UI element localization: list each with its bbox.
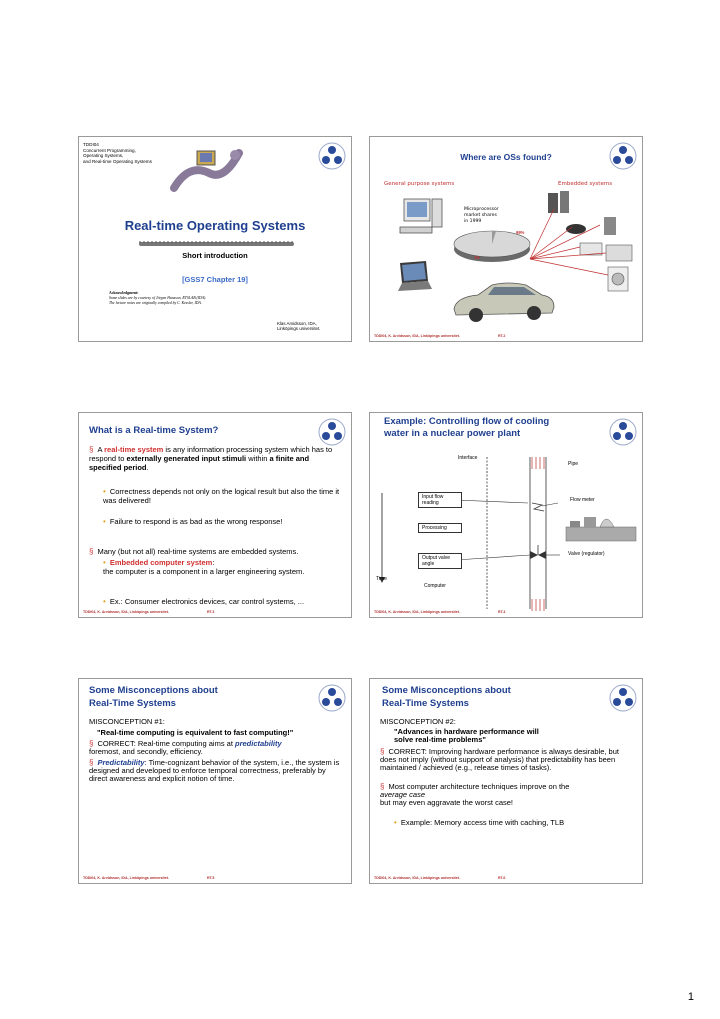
slide-footer: TDDI04, K. Arvidsson, IDA, Linköpings universitet. — [83, 876, 169, 880]
slide-title — [382, 684, 511, 710]
box-line: angle — [422, 561, 435, 567]
pipe-label: Pipe — [568, 461, 579, 467]
pc-illustration — [398, 195, 448, 239]
course-info — [83, 142, 152, 164]
bullet-dot-icon: • — [103, 558, 106, 567]
bullet-square-icon: § — [380, 782, 385, 791]
bullet-correct — [89, 740, 345, 756]
text: . — [146, 463, 149, 472]
slide-subtitle: Short introduction — [182, 251, 248, 260]
ack-line: Some slides are by courtesy of Jörgen Hansson, RTSLAB (IDA). — [109, 295, 207, 300]
author-line: Linköpings universitet. — [277, 326, 321, 332]
term: predictability — [235, 739, 282, 748]
slide-title: Where are OSs found? — [460, 152, 552, 162]
text: is any information processing system which has to respond to — [89, 445, 333, 463]
slide-3 — [78, 412, 352, 618]
course-line: and Real-time Operating Systems — [83, 158, 152, 164]
course-line: Operating Systems, — [83, 153, 124, 159]
term: average case — [380, 790, 426, 799]
text: within — [246, 454, 270, 463]
term: Predictability — [97, 758, 145, 767]
slide-page-number: RT.3 — [207, 610, 215, 614]
bullet-square-icon: § — [89, 547, 94, 556]
title-line: Real-Time Systems — [89, 698, 176, 709]
general-purpose-label: General purpose systems — [384, 181, 455, 187]
term: externally generated input stimuli — [126, 454, 247, 463]
term: real-time system — [104, 445, 164, 454]
title-line: Real-Time Systems — [382, 698, 469, 709]
embedded-devices-illustration — [520, 189, 640, 299]
slide-title — [89, 684, 218, 710]
term: Embedded computer system — [109, 558, 213, 567]
text: CORRECT: Real-time computing aims at — [97, 739, 235, 748]
market-line: Microprocessor — [464, 207, 499, 212]
text: Most computer architecture techniques improve on the — [388, 782, 570, 791]
text: foremost, and secondly, efficiency. — [89, 747, 203, 756]
text: : Time-cognizant behavior of the system, i.e., the system is designed and developed to enforce temporal correctness, preferably by direct awareness and explicit notion of time. — [89, 758, 340, 783]
slide-page-number: RT.4 — [498, 610, 506, 614]
author — [277, 321, 320, 332]
misconception-heading: MISCONCEPTION #1: — [89, 717, 165, 726]
slide-1 — [78, 136, 352, 342]
pct-small: 1% — [474, 255, 481, 260]
flow-meter-label: Flow meter — [570, 497, 595, 503]
university-logo-icon — [317, 417, 347, 447]
decorative-divider — [139, 240, 294, 248]
university-logo-icon — [317, 683, 347, 713]
input-flow-box — [418, 492, 462, 508]
computer-label: Computer — [424, 583, 446, 589]
sub-bullet-example — [394, 818, 634, 827]
course-line: TDDI04 — [83, 142, 99, 147]
box-line: reading — [422, 500, 439, 506]
chapter-reference: [GSS7 Chapter 19] — [182, 275, 248, 284]
sub-bullet-embedded-system — [103, 558, 341, 576]
text: Many (but not all) real-time systems are embedded systems. — [97, 547, 299, 556]
box-line: Output valve — [422, 555, 451, 561]
text: the computer is a component in a larger engineering system. — [103, 567, 305, 576]
market-line: market shares — [464, 212, 497, 218]
slide-4 — [369, 412, 643, 618]
box-line: Input flow — [422, 494, 444, 500]
output-valve-box — [418, 553, 462, 569]
quote-line: "Advances in hardware performance will — [394, 727, 539, 736]
slide-page-number: RT.5 — [207, 876, 215, 880]
university-logo-icon — [317, 141, 347, 171]
quote-line: solve real-time problems" — [394, 735, 486, 744]
cartoon-computer-illustration — [169, 143, 249, 193]
text: CORRECT: Improving hardware performance is always desirable, but does not imply (without support of analysis) that predictability has been maintained / achieved (e.g., release times of tasks). — [380, 747, 619, 772]
course-line: Concurrent Programming, — [83, 147, 136, 153]
text: Failure to respond is as bad as the wrong response! — [109, 517, 283, 526]
text: but may even aggravate the worst case! — [380, 798, 513, 807]
title-line: Some Misconceptions about — [89, 685, 218, 696]
slide-footer: TDDI04, K. Arvidsson, IDA, Linköpings universitet. — [374, 334, 460, 338]
slide-6 — [369, 678, 643, 884]
embedded-label: Embedded systems — [558, 181, 613, 187]
slide-5 — [78, 678, 352, 884]
page-number: 1 — [687, 991, 694, 1003]
bullet-predictability — [89, 759, 345, 783]
bullet-square-icon: § — [380, 747, 385, 756]
text: : — [212, 558, 215, 567]
slide-title: Real-time Operating Systems — [124, 218, 306, 233]
slide-footer: TDDI04, K. Arvidsson, IDA, Linköpings universitet. — [83, 610, 169, 614]
misconception-quote: "Real-time computing is equivalent to fast computing!" — [97, 728, 294, 737]
slide-title: What is a Real-time System? — [89, 425, 219, 436]
slide-footer: TDDI04, K. Arvidsson, IDA, Linköpings universitet. — [374, 610, 460, 614]
title-line: Example: Controlling flow of cooling — [384, 416, 550, 427]
processing-box: Processing — [418, 523, 462, 533]
interface-label: Interface — [458, 455, 478, 461]
bullet-dot-icon: • — [103, 487, 106, 496]
university-logo-icon — [608, 683, 638, 713]
laptop-illustration — [394, 259, 434, 293]
text: Ex.: Consumer electronics devices, car control systems, ... — [109, 597, 305, 606]
sub-bullet-failure — [103, 517, 341, 526]
bullet-embedded — [89, 547, 339, 556]
title-line: water in a nuclear power plant — [384, 428, 521, 439]
text: Example: Memory access time with caching, TLB — [400, 818, 565, 827]
ack-heading: Acknowledgment: — [109, 291, 139, 295]
bullet-definition — [89, 445, 339, 472]
pct-large: 99% — [516, 230, 525, 235]
bullet-architecture — [380, 783, 636, 807]
market-share-label — [464, 207, 499, 224]
slide-2 — [369, 136, 643, 342]
valve-label: Valve (regulator) — [568, 551, 605, 557]
sub-bullet-correctness — [103, 487, 341, 505]
market-line: in 1999 — [464, 218, 482, 224]
slide-footer: TDDI04, K. Arvidsson, IDA, Linköpings universitet. — [374, 876, 460, 880]
term: a finite and specified period — [89, 454, 310, 472]
misconception-heading: MISCONCEPTION #2: — [380, 717, 456, 726]
control-flow-diagram — [370, 413, 643, 618]
bullet-correct — [380, 748, 636, 772]
misconception-quote — [394, 728, 634, 744]
ack-line: The lecture notes are originally compiled by C. Kessler, IDA. — [109, 300, 202, 305]
sub-bullet-examples — [103, 597, 341, 606]
bullet-square-icon: § — [89, 739, 94, 748]
text: A — [97, 445, 105, 454]
bullet-square-icon: § — [89, 445, 94, 454]
title-line: Some Misconceptions about — [382, 685, 511, 696]
author-line: Klas Arvidsson, IDA, — [277, 321, 317, 326]
text: Correctness depends not only on the logical result but also the time it was delivered! — [103, 487, 340, 505]
bullet-dot-icon: • — [103, 597, 106, 606]
slide-page-number: RT.6 — [498, 876, 506, 880]
time-label: Time — [376, 576, 387, 582]
university-logo-icon — [608, 141, 638, 171]
acknowledgment — [109, 291, 206, 305]
bullet-square-icon: § — [89, 758, 94, 767]
bullet-dot-icon: • — [103, 517, 106, 526]
bullet-dot-icon: • — [394, 818, 397, 827]
slide-page-number: RT.2 — [498, 334, 506, 338]
